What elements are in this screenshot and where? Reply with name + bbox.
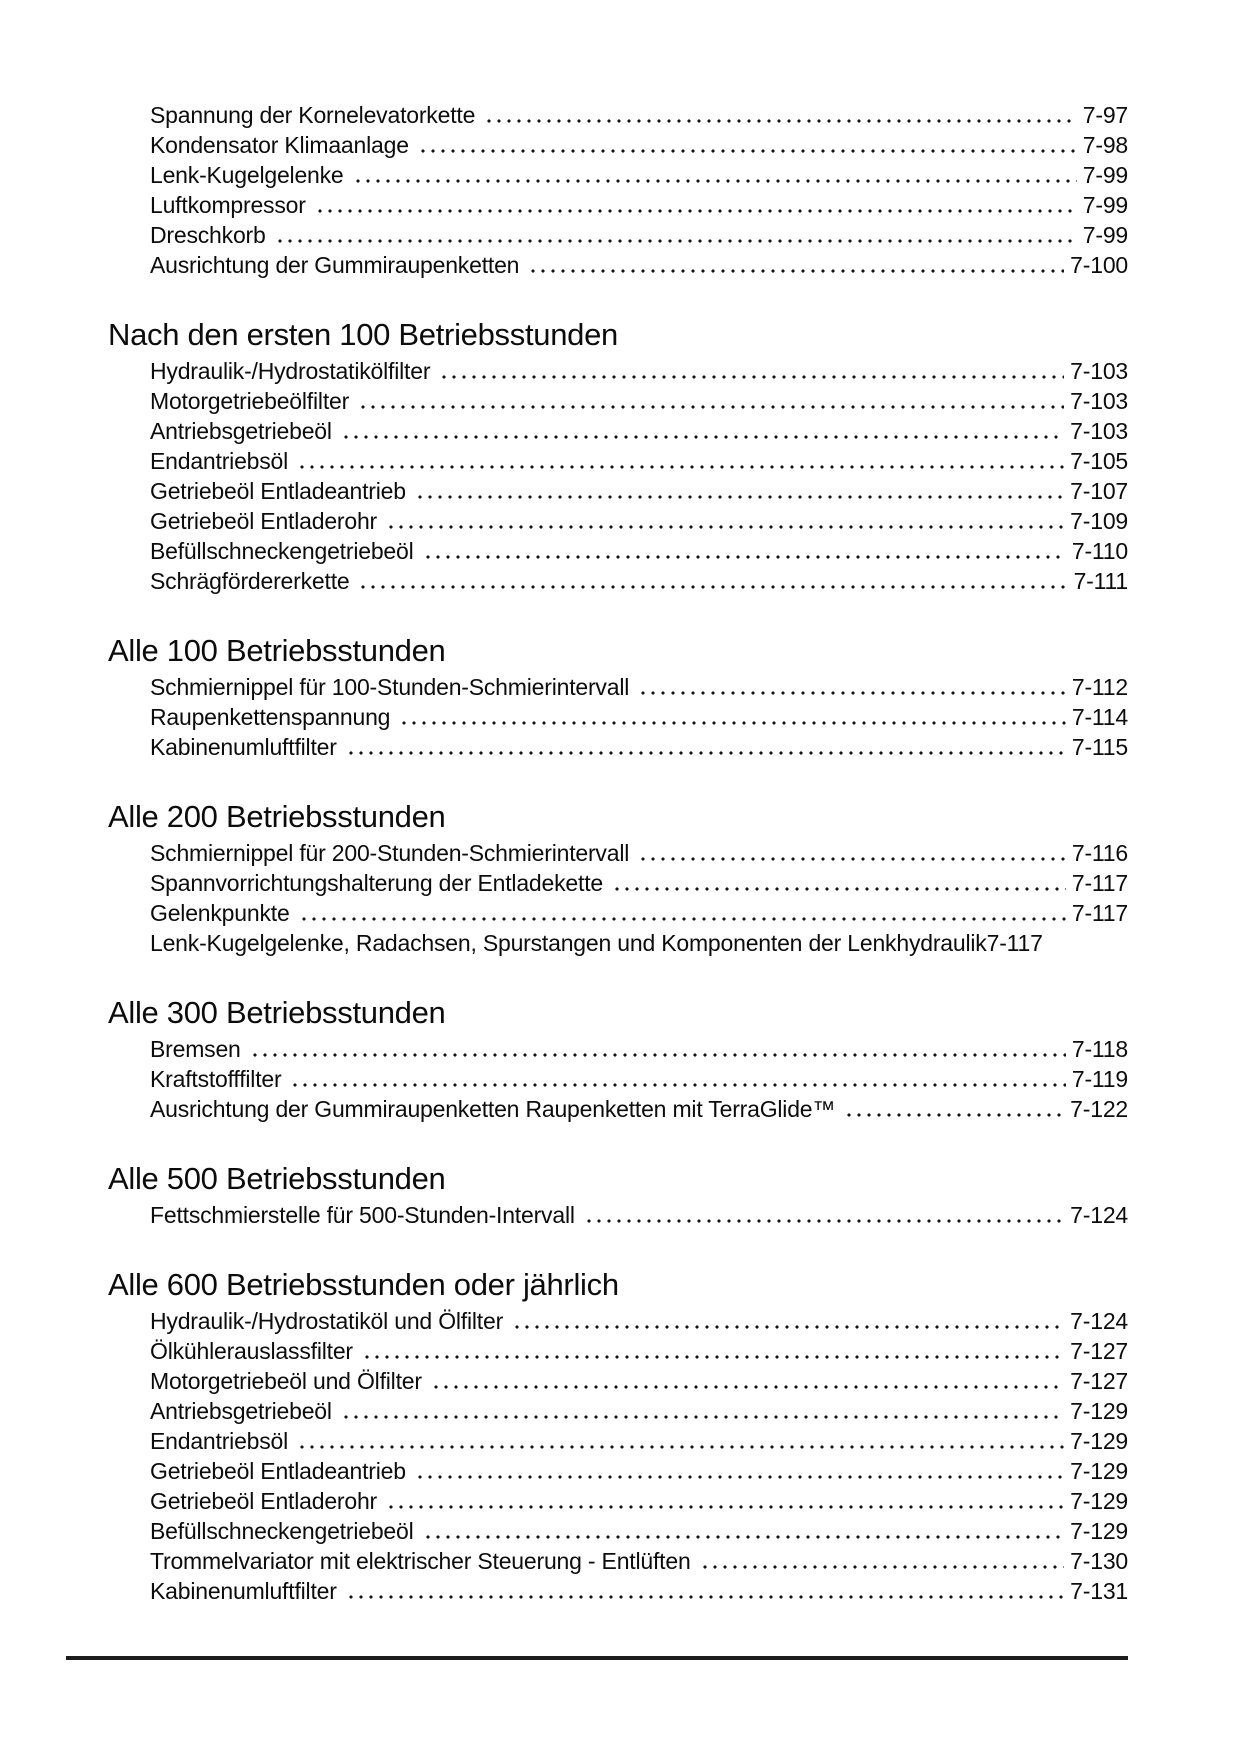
entry-page-number: 7-107 <box>1070 478 1128 504</box>
entry-title: Bremsen <box>150 1036 241 1062</box>
dot-leader-icon <box>484 119 1077 123</box>
entry-title: Getriebeöl Entladeantrieb <box>150 1458 406 1484</box>
toc-entry-row <box>108 868 1128 898</box>
toc-entry-row <box>108 386 1128 416</box>
toc-entry-row <box>108 732 1128 762</box>
toc-entry-row <box>108 1396 1128 1426</box>
dot-leader-icon <box>844 1113 1064 1117</box>
dot-leader-icon <box>418 149 1077 153</box>
section-heading: Alle 300 Betriebsstunden <box>108 995 446 1030</box>
entry-page-number: 7-103 <box>1070 358 1128 384</box>
toc-entry-row <box>108 838 1128 868</box>
entry-title: Fettschmierstelle für 500-Stunden-Intervall <box>150 1202 575 1228</box>
entry-page-number: 7-99 <box>1082 162 1128 188</box>
toc-entry-row <box>108 702 1128 732</box>
dot-leader-icon <box>290 1083 1065 1087</box>
entry-page-number: 7-124 <box>1070 1202 1128 1228</box>
dot-leader-icon <box>439 375 1064 379</box>
toc-entry-row <box>108 1064 1128 1094</box>
dot-leader-icon <box>299 917 1066 921</box>
dot-leader-icon <box>612 887 1066 891</box>
entry-title: Ausrichtung der Gummiraupenketten Raupenketten mit TerraGlide™ <box>150 1096 836 1122</box>
entry-page-number: 7-130 <box>1070 1548 1128 1574</box>
entry-title: Getriebeöl Entladeantrieb <box>150 478 406 504</box>
entry-page-number: 7-116 <box>1071 840 1128 866</box>
entry-title: Dreschkorb <box>150 222 266 248</box>
entry-page-number: 7-122 <box>1070 1096 1128 1122</box>
toc-entry-row <box>108 1034 1128 1064</box>
entry-page-number: 7-124 <box>1070 1308 1128 1334</box>
entry-page-number: 7-100 <box>1070 252 1128 278</box>
dot-leader-icon <box>297 465 1064 469</box>
toc-entry-row <box>108 446 1128 476</box>
dot-leader-icon <box>358 585 1067 589</box>
entry-title: Kondensator Klimaanlage <box>150 132 409 158</box>
entry-page-number: 7-109 <box>1070 508 1128 534</box>
section-heading: Alle 200 Betriebsstunden <box>108 799 446 834</box>
entry-page-number: 7-112 <box>1071 674 1128 700</box>
toc-entry-row <box>108 220 1128 250</box>
dot-leader-icon <box>275 239 1077 243</box>
entry-page-number: 7-129 <box>1070 1398 1128 1424</box>
toc-entry-row <box>108 190 1128 220</box>
section-entries <box>108 672 1128 762</box>
entry-page-number: 7-118 <box>1071 1036 1128 1062</box>
entry-page-number: 7-129 <box>1070 1488 1128 1514</box>
toc-entry-row <box>108 1576 1128 1606</box>
dot-leader-icon <box>346 751 1066 755</box>
entry-title: Kabinenumluftfilter <box>150 1578 337 1604</box>
entry-page-number: 7-129 <box>1070 1428 1128 1454</box>
dot-leader-icon <box>341 435 1064 439</box>
toc-entry-row <box>108 928 1128 958</box>
entry-title: Hydraulik-/Hydrostatiköl und Ölfilter <box>150 1308 504 1334</box>
dot-leader-icon <box>315 209 1077 213</box>
entry-page-number: 7-129 <box>1070 1518 1128 1544</box>
entry-title: Motorgetriebeölfilter <box>150 388 350 414</box>
entry-title: Motorgetriebeöl und Ölfilter <box>150 1368 422 1394</box>
entry-title: Getriebeöl Entladerohr <box>150 508 378 534</box>
entry-title: Raupenkettenspannung <box>150 704 391 730</box>
dot-leader-icon <box>423 1535 1065 1539</box>
entry-title: Gelenkpunkte <box>150 900 290 926</box>
entry-page-number: 7-114 <box>1071 704 1128 730</box>
entry-title: Spannung der Kornelevatorkette <box>150 102 476 128</box>
footer-rule <box>66 1656 1128 1660</box>
entry-page-number: 7-115 <box>1071 734 1128 760</box>
toc-entry-row <box>108 1306 1128 1336</box>
section-heading: Alle 500 Betriebsstunden <box>108 1161 446 1196</box>
toc-section <box>108 798 1128 958</box>
entry-title: Luftkompressor <box>150 192 306 218</box>
toc-entry-row <box>108 1486 1128 1516</box>
section-entries <box>108 1034 1128 1124</box>
entry-title: Befüllschneckengetriebeöl <box>150 1518 414 1544</box>
entry-page-number: 7-103 <box>1070 388 1128 414</box>
dot-leader-icon <box>700 1565 1065 1569</box>
dot-leader-icon <box>386 525 1064 529</box>
entry-page-number: 7-103 <box>1070 418 1128 444</box>
toc-entry-row <box>108 1546 1128 1576</box>
toc-entry-row <box>108 1200 1128 1230</box>
entry-page-number: 7-129 <box>1070 1458 1128 1484</box>
entry-title: Spannvorrichtungshalterung der Entladekette <box>150 870 603 896</box>
section-entries <box>108 838 1128 958</box>
dot-leader-icon <box>638 857 1066 861</box>
entry-title: Lenk-Kugelgelenke <box>150 162 344 188</box>
entry-page-number: 7-97 <box>1082 102 1128 128</box>
dot-leader-icon <box>415 1475 1064 1479</box>
entry-title: Trommelvariator mit elektrischer Steuerung - Entlüften <box>150 1548 691 1574</box>
toc-section <box>108 1160 1128 1230</box>
entry-page-number: 7-117 <box>1071 900 1128 926</box>
toc-entry-row <box>108 672 1128 702</box>
dot-leader-icon <box>584 1219 1064 1223</box>
toc-section <box>108 100 1128 280</box>
toc-list <box>108 100 1128 1606</box>
entry-page-number: 7-127 <box>1070 1368 1128 1394</box>
dot-leader-icon <box>353 179 1077 183</box>
toc-entry-row <box>108 506 1128 536</box>
toc-entry-row <box>108 536 1128 566</box>
section-entries <box>108 1200 1128 1230</box>
dot-leader-icon <box>358 405 1064 409</box>
section-heading: Alle 100 Betriebsstunden <box>108 633 446 668</box>
dot-leader-icon <box>528 269 1064 273</box>
dot-leader-icon <box>386 1505 1064 1509</box>
toc-entry-row <box>108 1336 1128 1366</box>
toc-entry-row <box>108 476 1128 506</box>
toc-section <box>108 994 1128 1124</box>
toc-section <box>108 316 1128 596</box>
entry-title: Antriebsgetriebeöl <box>150 1398 332 1424</box>
section-entries <box>108 356 1128 596</box>
entry-title: Schrägfördererkette <box>150 568 350 594</box>
entry-page-number: 7-111 <box>1073 568 1128 594</box>
dot-leader-icon <box>250 1053 1066 1057</box>
entry-title: Kraftstofffilter <box>150 1066 282 1092</box>
toc-entry-row <box>108 1456 1128 1486</box>
dot-leader-icon <box>415 495 1064 499</box>
entry-page-number: 7-117 <box>986 930 1043 956</box>
entry-page-number: 7-117 <box>1071 870 1128 896</box>
entry-title: Schmiernippel für 100-Stunden-Schmierintervall <box>150 674 630 700</box>
dot-leader-icon <box>423 555 1066 559</box>
toc-entry-row <box>108 416 1128 446</box>
dot-leader-icon <box>431 1385 1064 1389</box>
entry-title: Ausrichtung der Gummiraupenketten <box>150 252 520 278</box>
dot-leader-icon <box>346 1595 1064 1599</box>
toc-entry-row <box>108 1426 1128 1456</box>
toc-entry-row <box>108 100 1128 130</box>
dot-leader-icon <box>512 1325 1064 1329</box>
section-heading: Alle 600 Betriebsstunden oder jährlich <box>108 1267 619 1302</box>
toc-entry-row <box>108 1094 1128 1124</box>
entry-title: Lenk-Kugelgelenke, Radachsen, Spurstangen und Komponenten der Lenkhydraulik <box>150 930 987 956</box>
entry-title: Endantriebsöl <box>150 1428 289 1454</box>
toc-section <box>108 632 1128 762</box>
toc-entry-row <box>108 1366 1128 1396</box>
toc-entry-row <box>108 898 1128 928</box>
dot-leader-icon <box>297 1445 1064 1449</box>
toc-entry-row <box>108 130 1128 160</box>
entry-title: Kabinenumluftfilter <box>150 734 337 760</box>
entry-page-number: 7-127 <box>1070 1338 1128 1364</box>
entry-page-number: 7-131 <box>1070 1578 1128 1604</box>
entry-page-number: 7-99 <box>1082 192 1128 218</box>
dot-leader-icon <box>638 691 1066 695</box>
dot-leader-icon <box>362 1355 1064 1359</box>
entry-title: Schmiernippel für 200-Stunden-Schmierintervall <box>150 840 630 866</box>
entry-title: Antriebsgetriebeöl <box>150 418 332 444</box>
entry-title: Befüllschneckengetriebeöl <box>150 538 414 564</box>
dot-leader-icon <box>399 721 1066 725</box>
toc-entry-row <box>108 250 1128 280</box>
entry-page-number: 7-99 <box>1082 222 1128 248</box>
entry-title: Hydraulik-/Hydrostatikölfilter <box>150 358 431 384</box>
entry-title: Endantriebsöl <box>150 448 289 474</box>
entry-page-number: 7-119 <box>1071 1066 1128 1092</box>
toc-section <box>108 1266 1128 1606</box>
toc-entry-row <box>108 566 1128 596</box>
section-heading: Nach den ersten 100 Betriebsstunden <box>108 317 618 352</box>
toc-entry-row <box>108 160 1128 190</box>
section-entries <box>108 100 1128 280</box>
section-entries <box>108 1306 1128 1606</box>
entry-page-number: 7-110 <box>1071 538 1128 564</box>
entry-title: Getriebeöl Entladerohr <box>150 1488 378 1514</box>
toc-entry-row <box>108 1516 1128 1546</box>
toc-entry-row <box>108 356 1128 386</box>
entry-page-number: 7-105 <box>1070 448 1128 474</box>
dot-leader-icon <box>341 1415 1064 1419</box>
entry-title: Ölkühlerauslassfilter <box>150 1338 353 1364</box>
entry-page-number: 7-98 <box>1082 132 1128 158</box>
